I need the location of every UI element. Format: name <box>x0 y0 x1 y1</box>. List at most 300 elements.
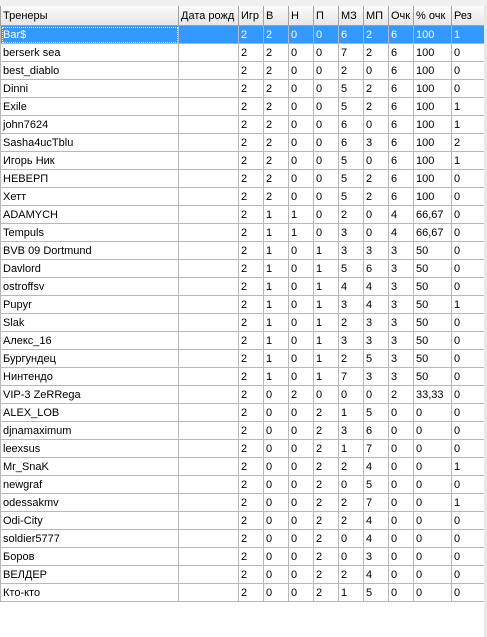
column-header-goals-against[interactable]: МП <box>364 6 389 26</box>
cell-birthdate[interactable] <box>179 440 239 458</box>
cell-coach[interactable]: ADAMYCH <box>1 206 179 224</box>
cell-wins[interactable]: 0 <box>264 440 289 458</box>
cell-points-percent[interactable]: 0 <box>414 566 452 584</box>
cell-result[interactable]: 1 <box>452 458 485 476</box>
cell-goals-for[interactable]: 2 <box>339 62 364 80</box>
cell-wins[interactable]: 2 <box>264 152 289 170</box>
cell-games[interactable]: 2 <box>239 386 264 404</box>
cell-losses[interactable]: 0 <box>314 224 339 242</box>
table-row[interactable] <box>1 512 485 530</box>
table-row[interactable] <box>1 422 485 440</box>
cell-points[interactable]: 0 <box>389 476 414 494</box>
table-row[interactable] <box>1 458 485 476</box>
cell-draws[interactable]: 0 <box>289 350 314 368</box>
cell-points[interactable]: 6 <box>389 152 414 170</box>
cell-wins[interactable]: 0 <box>264 404 289 422</box>
cell-points[interactable]: 6 <box>389 80 414 98</box>
cell-losses[interactable]: 0 <box>314 80 339 98</box>
cell-games[interactable]: 2 <box>239 404 264 422</box>
cell-goals-for[interactable]: 6 <box>339 116 364 134</box>
column-header-losses[interactable]: П <box>314 6 339 26</box>
cell-losses[interactable]: 2 <box>314 530 339 548</box>
cell-wins[interactable]: 1 <box>264 278 289 296</box>
cell-coach[interactable]: leexsus <box>1 440 179 458</box>
cell-goals-for[interactable]: 0 <box>339 476 364 494</box>
cell-birthdate[interactable] <box>179 584 239 602</box>
cell-coach[interactable]: Dinni <box>1 80 179 98</box>
cell-wins[interactable]: 2 <box>264 80 289 98</box>
table-row[interactable] <box>1 62 485 80</box>
cell-goals-against[interactable]: 0 <box>364 224 389 242</box>
cell-wins[interactable]: 0 <box>264 548 289 566</box>
cell-result[interactable]: 0 <box>452 62 485 80</box>
cell-points-percent[interactable]: 0 <box>414 476 452 494</box>
cell-coach[interactable]: Davlord <box>1 260 179 278</box>
cell-goals-for[interactable]: 2 <box>339 314 364 332</box>
cell-losses[interactable]: 0 <box>314 134 339 152</box>
cell-points-percent[interactable]: 100 <box>414 116 452 134</box>
cell-goals-against[interactable]: 3 <box>364 134 389 152</box>
cell-draws[interactable]: 0 <box>289 332 314 350</box>
cell-points-percent[interactable]: 0 <box>414 404 452 422</box>
cell-points[interactable]: 6 <box>389 134 414 152</box>
cell-goals-against[interactable]: 2 <box>364 44 389 62</box>
cell-goals-against[interactable]: 3 <box>364 548 389 566</box>
cell-points-percent[interactable]: 100 <box>414 152 452 170</box>
cell-result[interactable]: 0 <box>452 422 485 440</box>
cell-result[interactable]: 0 <box>452 350 485 368</box>
cell-goals-against[interactable]: 4 <box>364 512 389 530</box>
cell-losses[interactable]: 2 <box>314 458 339 476</box>
cell-wins[interactable]: 1 <box>264 350 289 368</box>
cell-coach[interactable]: НЕВЕРП <box>1 170 179 188</box>
cell-birthdate[interactable] <box>179 296 239 314</box>
cell-birthdate[interactable] <box>179 404 239 422</box>
table-row[interactable] <box>1 44 485 62</box>
cell-goals-for[interactable]: 2 <box>339 566 364 584</box>
cell-points-percent[interactable]: 50 <box>414 242 452 260</box>
cell-coach[interactable]: BVB 09 Dortmund <box>1 242 179 260</box>
cell-goals-against[interactable]: 4 <box>364 296 389 314</box>
cell-goals-for[interactable]: 2 <box>339 458 364 476</box>
cell-result[interactable]: 1 <box>452 494 485 512</box>
cell-games[interactable]: 2 <box>239 476 264 494</box>
cell-games[interactable]: 2 <box>239 368 264 386</box>
cell-coach[interactable]: Алекс_16 <box>1 332 179 350</box>
cell-goals-against[interactable]: 2 <box>364 170 389 188</box>
cell-result[interactable]: 0 <box>452 584 485 602</box>
cell-points[interactable]: 0 <box>389 422 414 440</box>
cell-games[interactable]: 2 <box>239 242 264 260</box>
cell-goals-for[interactable]: 6 <box>339 26 364 44</box>
cell-coach[interactable]: odessakmv <box>1 494 179 512</box>
column-header-points[interactable]: Очк <box>389 6 414 26</box>
cell-wins[interactable]: 1 <box>264 368 289 386</box>
cell-birthdate[interactable] <box>179 80 239 98</box>
cell-birthdate[interactable] <box>179 188 239 206</box>
cell-points-percent[interactable]: 0 <box>414 422 452 440</box>
cell-birthdate[interactable] <box>179 386 239 404</box>
cell-points[interactable]: 4 <box>389 206 414 224</box>
cell-goals-against[interactable]: 7 <box>364 494 389 512</box>
cell-wins[interactable]: 0 <box>264 584 289 602</box>
cell-goals-for[interactable]: 5 <box>339 260 364 278</box>
cell-coach[interactable]: Bar$ <box>1 26 179 44</box>
cell-wins[interactable]: 0 <box>264 530 289 548</box>
cell-wins[interactable]: 0 <box>264 422 289 440</box>
cell-points[interactable]: 3 <box>389 314 414 332</box>
cell-goals-against[interactable]: 0 <box>364 62 389 80</box>
cell-draws[interactable]: 0 <box>289 314 314 332</box>
cell-points-percent[interactable]: 50 <box>414 350 452 368</box>
cell-birthdate[interactable] <box>179 278 239 296</box>
cell-games[interactable]: 2 <box>239 422 264 440</box>
cell-games[interactable]: 2 <box>239 134 264 152</box>
cell-games[interactable]: 2 <box>239 44 264 62</box>
cell-points[interactable]: 0 <box>389 530 414 548</box>
column-header-wins[interactable]: В <box>264 6 289 26</box>
cell-result[interactable]: 1 <box>452 116 485 134</box>
cell-goals-against[interactable]: 3 <box>364 314 389 332</box>
column-header-games[interactable]: Игр <box>239 6 264 26</box>
cell-points-percent[interactable]: 0 <box>414 584 452 602</box>
cell-birthdate[interactable] <box>179 224 239 242</box>
cell-wins[interactable]: 2 <box>264 188 289 206</box>
cell-games[interactable]: 2 <box>239 206 264 224</box>
cell-draws[interactable]: 0 <box>289 296 314 314</box>
cell-points[interactable]: 6 <box>389 44 414 62</box>
cell-coach[interactable]: Кто-кто <box>1 584 179 602</box>
cell-points-percent[interactable]: 66,67 <box>414 206 452 224</box>
cell-coach[interactable]: Бургундец <box>1 350 179 368</box>
cell-wins[interactable]: 1 <box>264 296 289 314</box>
cell-goals-for[interactable]: 5 <box>339 80 364 98</box>
cell-draws[interactable]: 0 <box>289 188 314 206</box>
cell-games[interactable]: 2 <box>239 512 264 530</box>
cell-points-percent[interactable]: 0 <box>414 494 452 512</box>
table-row[interactable] <box>1 440 485 458</box>
cell-birthdate[interactable] <box>179 152 239 170</box>
cell-losses[interactable]: 0 <box>314 44 339 62</box>
table-row[interactable] <box>1 566 485 584</box>
cell-draws[interactable]: 0 <box>289 530 314 548</box>
cell-draws[interactable]: 0 <box>289 512 314 530</box>
table-row[interactable] <box>1 116 485 134</box>
cell-losses[interactable]: 0 <box>314 26 339 44</box>
table-row[interactable] <box>1 332 485 350</box>
cell-coach[interactable]: Mr_SnaK <box>1 458 179 476</box>
cell-goals-for[interactable]: 1 <box>339 584 364 602</box>
cell-result[interactable]: 0 <box>452 512 485 530</box>
cell-points-percent[interactable]: 0 <box>414 530 452 548</box>
cell-birthdate[interactable] <box>179 548 239 566</box>
cell-wins[interactable]: 2 <box>264 170 289 188</box>
cell-games[interactable]: 2 <box>239 62 264 80</box>
cell-points[interactable]: 0 <box>389 494 414 512</box>
cell-wins[interactable]: 0 <box>264 476 289 494</box>
cell-goals-against[interactable]: 0 <box>364 206 389 224</box>
column-header-result[interactable]: Рез <box>452 6 485 26</box>
cell-wins[interactable]: 0 <box>264 566 289 584</box>
cell-goals-for[interactable]: 0 <box>339 386 364 404</box>
cell-wins[interactable]: 0 <box>264 512 289 530</box>
cell-games[interactable]: 2 <box>239 314 264 332</box>
cell-losses[interactable]: 2 <box>314 476 339 494</box>
cell-birthdate[interactable] <box>179 26 239 44</box>
cell-losses[interactable]: 0 <box>314 152 339 170</box>
cell-draws[interactable]: 0 <box>289 458 314 476</box>
table-row[interactable] <box>1 152 485 170</box>
table-row[interactable] <box>1 188 485 206</box>
table-row[interactable] <box>1 278 485 296</box>
cell-goals-against[interactable]: 0 <box>364 116 389 134</box>
cell-result[interactable]: 1 <box>452 296 485 314</box>
cell-coach[interactable]: Боров <box>1 548 179 566</box>
cell-result[interactable]: 0 <box>452 278 485 296</box>
cell-games[interactable]: 2 <box>239 350 264 368</box>
cell-points[interactable]: 3 <box>389 242 414 260</box>
cell-goals-against[interactable]: 2 <box>364 98 389 116</box>
cell-result[interactable]: 0 <box>452 530 485 548</box>
cell-draws[interactable]: 0 <box>289 566 314 584</box>
cell-games[interactable]: 2 <box>239 152 264 170</box>
cell-games[interactable]: 2 <box>239 548 264 566</box>
cell-points[interactable]: 6 <box>389 98 414 116</box>
cell-points[interactable]: 3 <box>389 296 414 314</box>
cell-goals-for[interactable]: 3 <box>339 296 364 314</box>
cell-games[interactable]: 2 <box>239 530 264 548</box>
cell-coach[interactable]: djnamaximum <box>1 422 179 440</box>
cell-goals-against[interactable]: 6 <box>364 260 389 278</box>
cell-goals-for[interactable]: 1 <box>339 404 364 422</box>
cell-points-percent[interactable]: 0 <box>414 440 452 458</box>
cell-result[interactable]: 0 <box>452 170 485 188</box>
cell-points[interactable]: 3 <box>389 332 414 350</box>
cell-points[interactable]: 6 <box>389 116 414 134</box>
cell-losses[interactable]: 0 <box>314 62 339 80</box>
cell-birthdate[interactable] <box>179 170 239 188</box>
cell-birthdate[interactable] <box>179 332 239 350</box>
cell-losses[interactable]: 2 <box>314 566 339 584</box>
cell-birthdate[interactable] <box>179 260 239 278</box>
cell-points-percent[interactable]: 50 <box>414 332 452 350</box>
cell-result[interactable]: 0 <box>452 386 485 404</box>
cell-draws[interactable]: 2 <box>289 386 314 404</box>
cell-points-percent[interactable]: 100 <box>414 62 452 80</box>
cell-coach[interactable]: soldier5777 <box>1 530 179 548</box>
cell-games[interactable]: 2 <box>239 278 264 296</box>
cell-draws[interactable]: 0 <box>289 548 314 566</box>
cell-wins[interactable]: 2 <box>264 134 289 152</box>
cell-points[interactable]: 0 <box>389 404 414 422</box>
table-row[interactable] <box>1 26 485 44</box>
cell-games[interactable]: 2 <box>239 332 264 350</box>
cell-wins[interactable]: 0 <box>264 386 289 404</box>
cell-coach[interactable]: best_diablo <box>1 62 179 80</box>
cell-losses[interactable]: 1 <box>314 278 339 296</box>
cell-points-percent[interactable]: 100 <box>414 44 452 62</box>
cell-wins[interactable]: 1 <box>264 206 289 224</box>
cell-games[interactable]: 2 <box>239 458 264 476</box>
cell-goals-against[interactable]: 2 <box>364 26 389 44</box>
cell-goals-against[interactable]: 0 <box>364 152 389 170</box>
cell-losses[interactable]: 1 <box>314 332 339 350</box>
table-row[interactable] <box>1 368 485 386</box>
cell-goals-for[interactable]: 2 <box>339 512 364 530</box>
cell-draws[interactable]: 0 <box>289 26 314 44</box>
cell-goals-for[interactable]: 4 <box>339 278 364 296</box>
cell-wins[interactable]: 1 <box>264 314 289 332</box>
cell-draws[interactable]: 0 <box>289 368 314 386</box>
cell-points-percent[interactable]: 33,33 <box>414 386 452 404</box>
cell-points-percent[interactable]: 66,67 <box>414 224 452 242</box>
cell-losses[interactable]: 1 <box>314 296 339 314</box>
cell-result[interactable]: 0 <box>452 566 485 584</box>
table-row[interactable] <box>1 386 485 404</box>
cell-games[interactable]: 2 <box>239 80 264 98</box>
column-header-goals-for[interactable]: МЗ <box>339 6 364 26</box>
cell-coach[interactable]: VIP-3 ZeRRega <box>1 386 179 404</box>
table-row[interactable] <box>1 206 485 224</box>
cell-goals-against[interactable]: 4 <box>364 458 389 476</box>
table-row[interactable] <box>1 242 485 260</box>
cell-goals-for[interactable]: 6 <box>339 134 364 152</box>
cell-result[interactable]: 0 <box>452 548 485 566</box>
table-row[interactable] <box>1 350 485 368</box>
cell-coach[interactable]: Хетт <box>1 188 179 206</box>
cell-wins[interactable]: 2 <box>264 116 289 134</box>
cell-result[interactable]: 0 <box>452 80 485 98</box>
cell-coach[interactable]: Игорь Ник <box>1 152 179 170</box>
cell-draws[interactable]: 0 <box>289 62 314 80</box>
cell-draws[interactable]: 0 <box>289 278 314 296</box>
cell-goals-for[interactable]: 2 <box>339 494 364 512</box>
cell-points[interactable]: 6 <box>389 170 414 188</box>
cell-birthdate[interactable] <box>179 566 239 584</box>
cell-draws[interactable]: 0 <box>289 170 314 188</box>
cell-losses[interactable]: 1 <box>314 242 339 260</box>
cell-goals-for[interactable]: 5 <box>339 98 364 116</box>
cell-goals-for[interactable]: 2 <box>339 350 364 368</box>
cell-losses[interactable]: 0 <box>314 206 339 224</box>
table-row[interactable] <box>1 80 485 98</box>
column-header-points-percent[interactable]: % очк <box>414 6 452 26</box>
cell-goals-for[interactable]: 3 <box>339 242 364 260</box>
cell-result[interactable]: 0 <box>452 224 485 242</box>
cell-wins[interactable]: 1 <box>264 242 289 260</box>
cell-goals-for[interactable]: 2 <box>339 206 364 224</box>
cell-result[interactable]: 0 <box>452 404 485 422</box>
cell-points[interactable]: 0 <box>389 440 414 458</box>
cell-birthdate[interactable] <box>179 494 239 512</box>
cell-games[interactable]: 2 <box>239 584 264 602</box>
cell-games[interactable]: 2 <box>239 116 264 134</box>
cell-wins[interactable]: 2 <box>264 26 289 44</box>
cell-goals-for[interactable]: 5 <box>339 188 364 206</box>
cell-birthdate[interactable] <box>179 98 239 116</box>
cell-goals-for[interactable]: 5 <box>339 152 364 170</box>
cell-coach[interactable]: Sasha4ucTblu <box>1 134 179 152</box>
cell-draws[interactable]: 1 <box>289 224 314 242</box>
cell-goals-for[interactable]: 7 <box>339 368 364 386</box>
column-header-draws[interactable]: Н <box>289 6 314 26</box>
column-header-coach[interactable]: Тренеры <box>1 6 179 26</box>
cell-goals-against[interactable]: 3 <box>364 368 389 386</box>
cell-goals-against[interactable]: 7 <box>364 440 389 458</box>
cell-points-percent[interactable]: 50 <box>414 260 452 278</box>
cell-coach[interactable]: newgraf <box>1 476 179 494</box>
cell-goals-for[interactable]: 7 <box>339 44 364 62</box>
cell-goals-against[interactable]: 3 <box>364 332 389 350</box>
cell-points-percent[interactable]: 100 <box>414 170 452 188</box>
table-row[interactable] <box>1 476 485 494</box>
cell-birthdate[interactable] <box>179 368 239 386</box>
cell-birthdate[interactable] <box>179 530 239 548</box>
table-row[interactable] <box>1 134 485 152</box>
cell-losses[interactable]: 2 <box>314 548 339 566</box>
cell-goals-against[interactable]: 5 <box>364 350 389 368</box>
cell-points-percent[interactable]: 0 <box>414 512 452 530</box>
table-row[interactable] <box>1 584 485 602</box>
cell-birthdate[interactable] <box>179 350 239 368</box>
cell-goals-for[interactable]: 0 <box>339 530 364 548</box>
cell-draws[interactable]: 0 <box>289 98 314 116</box>
cell-coach[interactable]: Odi-City <box>1 512 179 530</box>
cell-coach[interactable]: Exile <box>1 98 179 116</box>
table-row[interactable] <box>1 224 485 242</box>
cell-result[interactable]: 0 <box>452 332 485 350</box>
cell-goals-for[interactable]: 5 <box>339 170 364 188</box>
cell-birthdate[interactable] <box>179 44 239 62</box>
cell-draws[interactable]: 0 <box>289 260 314 278</box>
cell-points[interactable]: 0 <box>389 458 414 476</box>
table-row[interactable] <box>1 494 485 512</box>
cell-points[interactable]: 4 <box>389 224 414 242</box>
table-row[interactable] <box>1 260 485 278</box>
cell-losses[interactable]: 2 <box>314 494 339 512</box>
cell-goals-for[interactable]: 3 <box>339 422 364 440</box>
cell-wins[interactable]: 1 <box>264 332 289 350</box>
cell-points-percent[interactable]: 50 <box>414 314 452 332</box>
cell-coach[interactable]: ALEX_LOB <box>1 404 179 422</box>
cell-goals-against[interactable]: 2 <box>364 188 389 206</box>
cell-points[interactable]: 6 <box>389 188 414 206</box>
cell-draws[interactable]: 0 <box>289 116 314 134</box>
cell-losses[interactable]: 2 <box>314 512 339 530</box>
cell-wins[interactable]: 2 <box>264 44 289 62</box>
cell-points-percent[interactable]: 100 <box>414 98 452 116</box>
cell-draws[interactable]: 0 <box>289 422 314 440</box>
cell-points-percent[interactable]: 50 <box>414 278 452 296</box>
cell-games[interactable]: 2 <box>239 260 264 278</box>
cell-goals-against[interactable]: 4 <box>364 566 389 584</box>
cell-result[interactable]: 1 <box>452 152 485 170</box>
cell-points[interactable]: 3 <box>389 350 414 368</box>
cell-birthdate[interactable] <box>179 422 239 440</box>
cell-result[interactable]: 2 <box>452 134 485 152</box>
cell-wins[interactable]: 0 <box>264 494 289 512</box>
cell-birthdate[interactable] <box>179 242 239 260</box>
cell-losses[interactable]: 2 <box>314 440 339 458</box>
cell-result[interactable]: 0 <box>452 476 485 494</box>
cell-points[interactable]: 6 <box>389 62 414 80</box>
cell-goals-for[interactable]: 1 <box>339 440 364 458</box>
cell-points[interactable]: 3 <box>389 260 414 278</box>
cell-goals-against[interactable]: 0 <box>364 386 389 404</box>
cell-wins[interactable]: 2 <box>264 62 289 80</box>
cell-draws[interactable]: 0 <box>289 494 314 512</box>
cell-draws[interactable]: 1 <box>289 206 314 224</box>
